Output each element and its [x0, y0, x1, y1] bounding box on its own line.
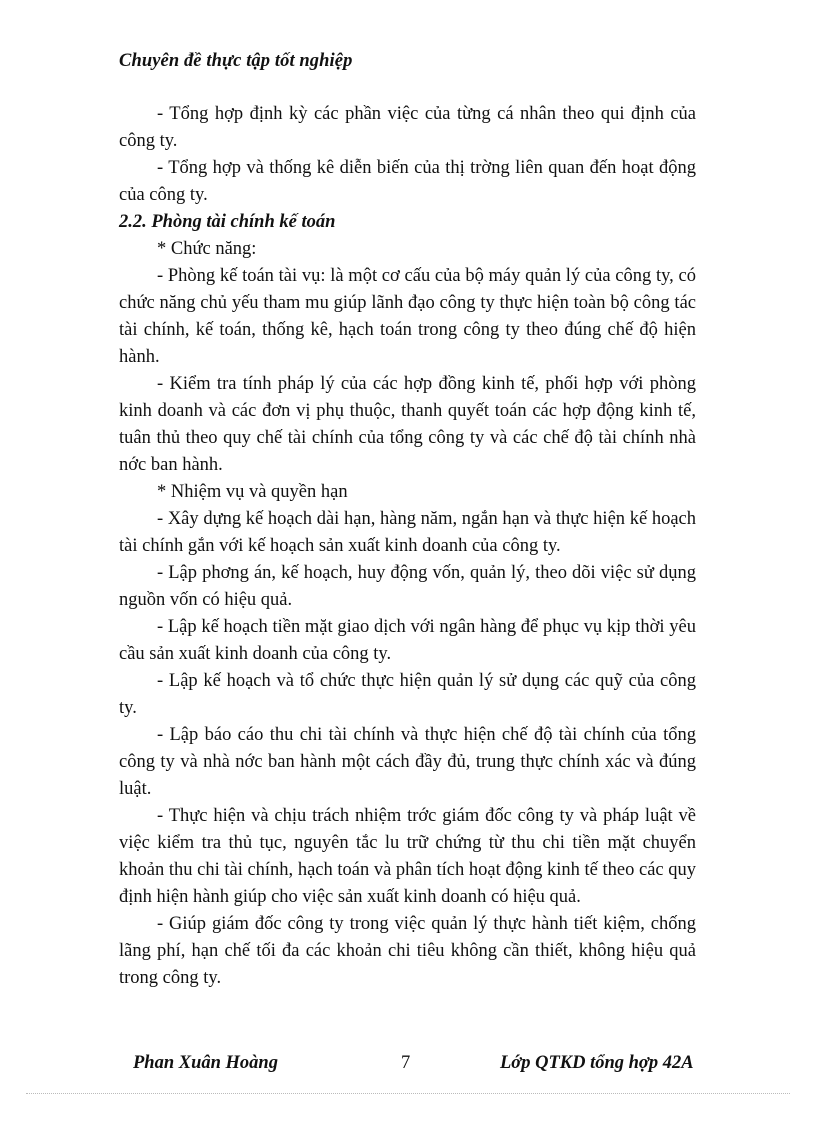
subheading-functions: * Chức năng: [157, 239, 257, 259]
footer-page-number: 7 [401, 1053, 411, 1073]
footer-class-name: Lớp QTKD tổng hợp 42A [500, 1053, 694, 1073]
paragraph: - Kiểm tra tính pháp lý của các hợp đồng kinh tế, phối hợp với phòng kinh doanh và các đơn vị phụ thuộc, thanh quyết toán các hợp động kinh tế, tuân thủ theo quy chế tài chính của tổng công ty và các chế độ tài chính nhà nớc ban hành. [119, 374, 696, 475]
paragraph: - Phòng kế toán tài vụ: là một cơ cấu của bộ máy quản lý của công ty, có chức năng chủ yếu tham mu giúp lãnh đạo công ty thực hiện toàn bộ công tác tài chính, kế toán, thống kê, hạch toán trong công ty theo đúng chế độ hiện hành. [119, 266, 696, 367]
paragraph: - Tổng hợp định kỳ các phần việc của từng cá nhân theo qui định của công ty. [119, 104, 696, 151]
page-bottom-divider [26, 1093, 790, 1094]
subheading-duties: * Nhiệm vụ và quyền hạn [157, 482, 348, 502]
paragraph: - Lập phơng án, kế hoạch, huy động vốn, quản lý, theo dõi việc sử dụng nguồn vốn có hiệu quả. [119, 563, 696, 610]
paragraph: - Lập kế hoạch và tổ chức thực hiện quản lý sử dụng các quỹ của công ty. [119, 671, 696, 718]
footer-author: Phan Xuân Hoàng [133, 1053, 278, 1073]
paragraph: - Tổng hợp và thống kê diễn biến của thị trờng liên quan đến hoạt động của công ty. [119, 158, 696, 205]
paragraph: - Xây dựng kế hoạch dài hạn, hàng năm, ngắn hạn và thực hiện kế hoạch tài chính gắn với kế hoạch sản xuất kinh doanh của công ty. [119, 509, 696, 556]
document-body [119, 101, 696, 992]
page-header-title: Chuyên đề thực tập tốt nghiệp [119, 51, 353, 71]
paragraph: - Giúp giám đốc công ty trong việc quản lý thực hành tiết kiệm, chống lãng phí, hạn chế tối đa các khoản chi tiêu không cần thiết, không hiệu quả trong công ty. [119, 914, 696, 988]
paragraph: - Lập báo cáo thu chi tài chính và thực hiện chế độ tài chính của tổng công ty và nhà nớc ban hành một cách đầy đủ, trung thực chính xác và đúng luật. [119, 725, 696, 799]
paragraph: - Thực hiện và chịu trách nhiệm trớc giám đốc công ty và pháp luật về việc kiểm tra thủ tục, nguyên tắc lu trữ chứng từ thu chi tiền mặt chuyển khoản thu chi tài chính, hạch toán và phân tích hoạt động kinh tế theo các quy định hiện hành giúp cho việc sản xuất kinh doanh có hiệu quả. [119, 806, 696, 907]
section-heading: 2.2. Phòng tài chính kế toán [119, 212, 336, 232]
paragraph: - Lập kế hoạch tiền mặt giao dịch với ngân hàng để phục vụ kịp thời yêu cầu sản xuất kinh doanh của công ty. [119, 617, 696, 664]
